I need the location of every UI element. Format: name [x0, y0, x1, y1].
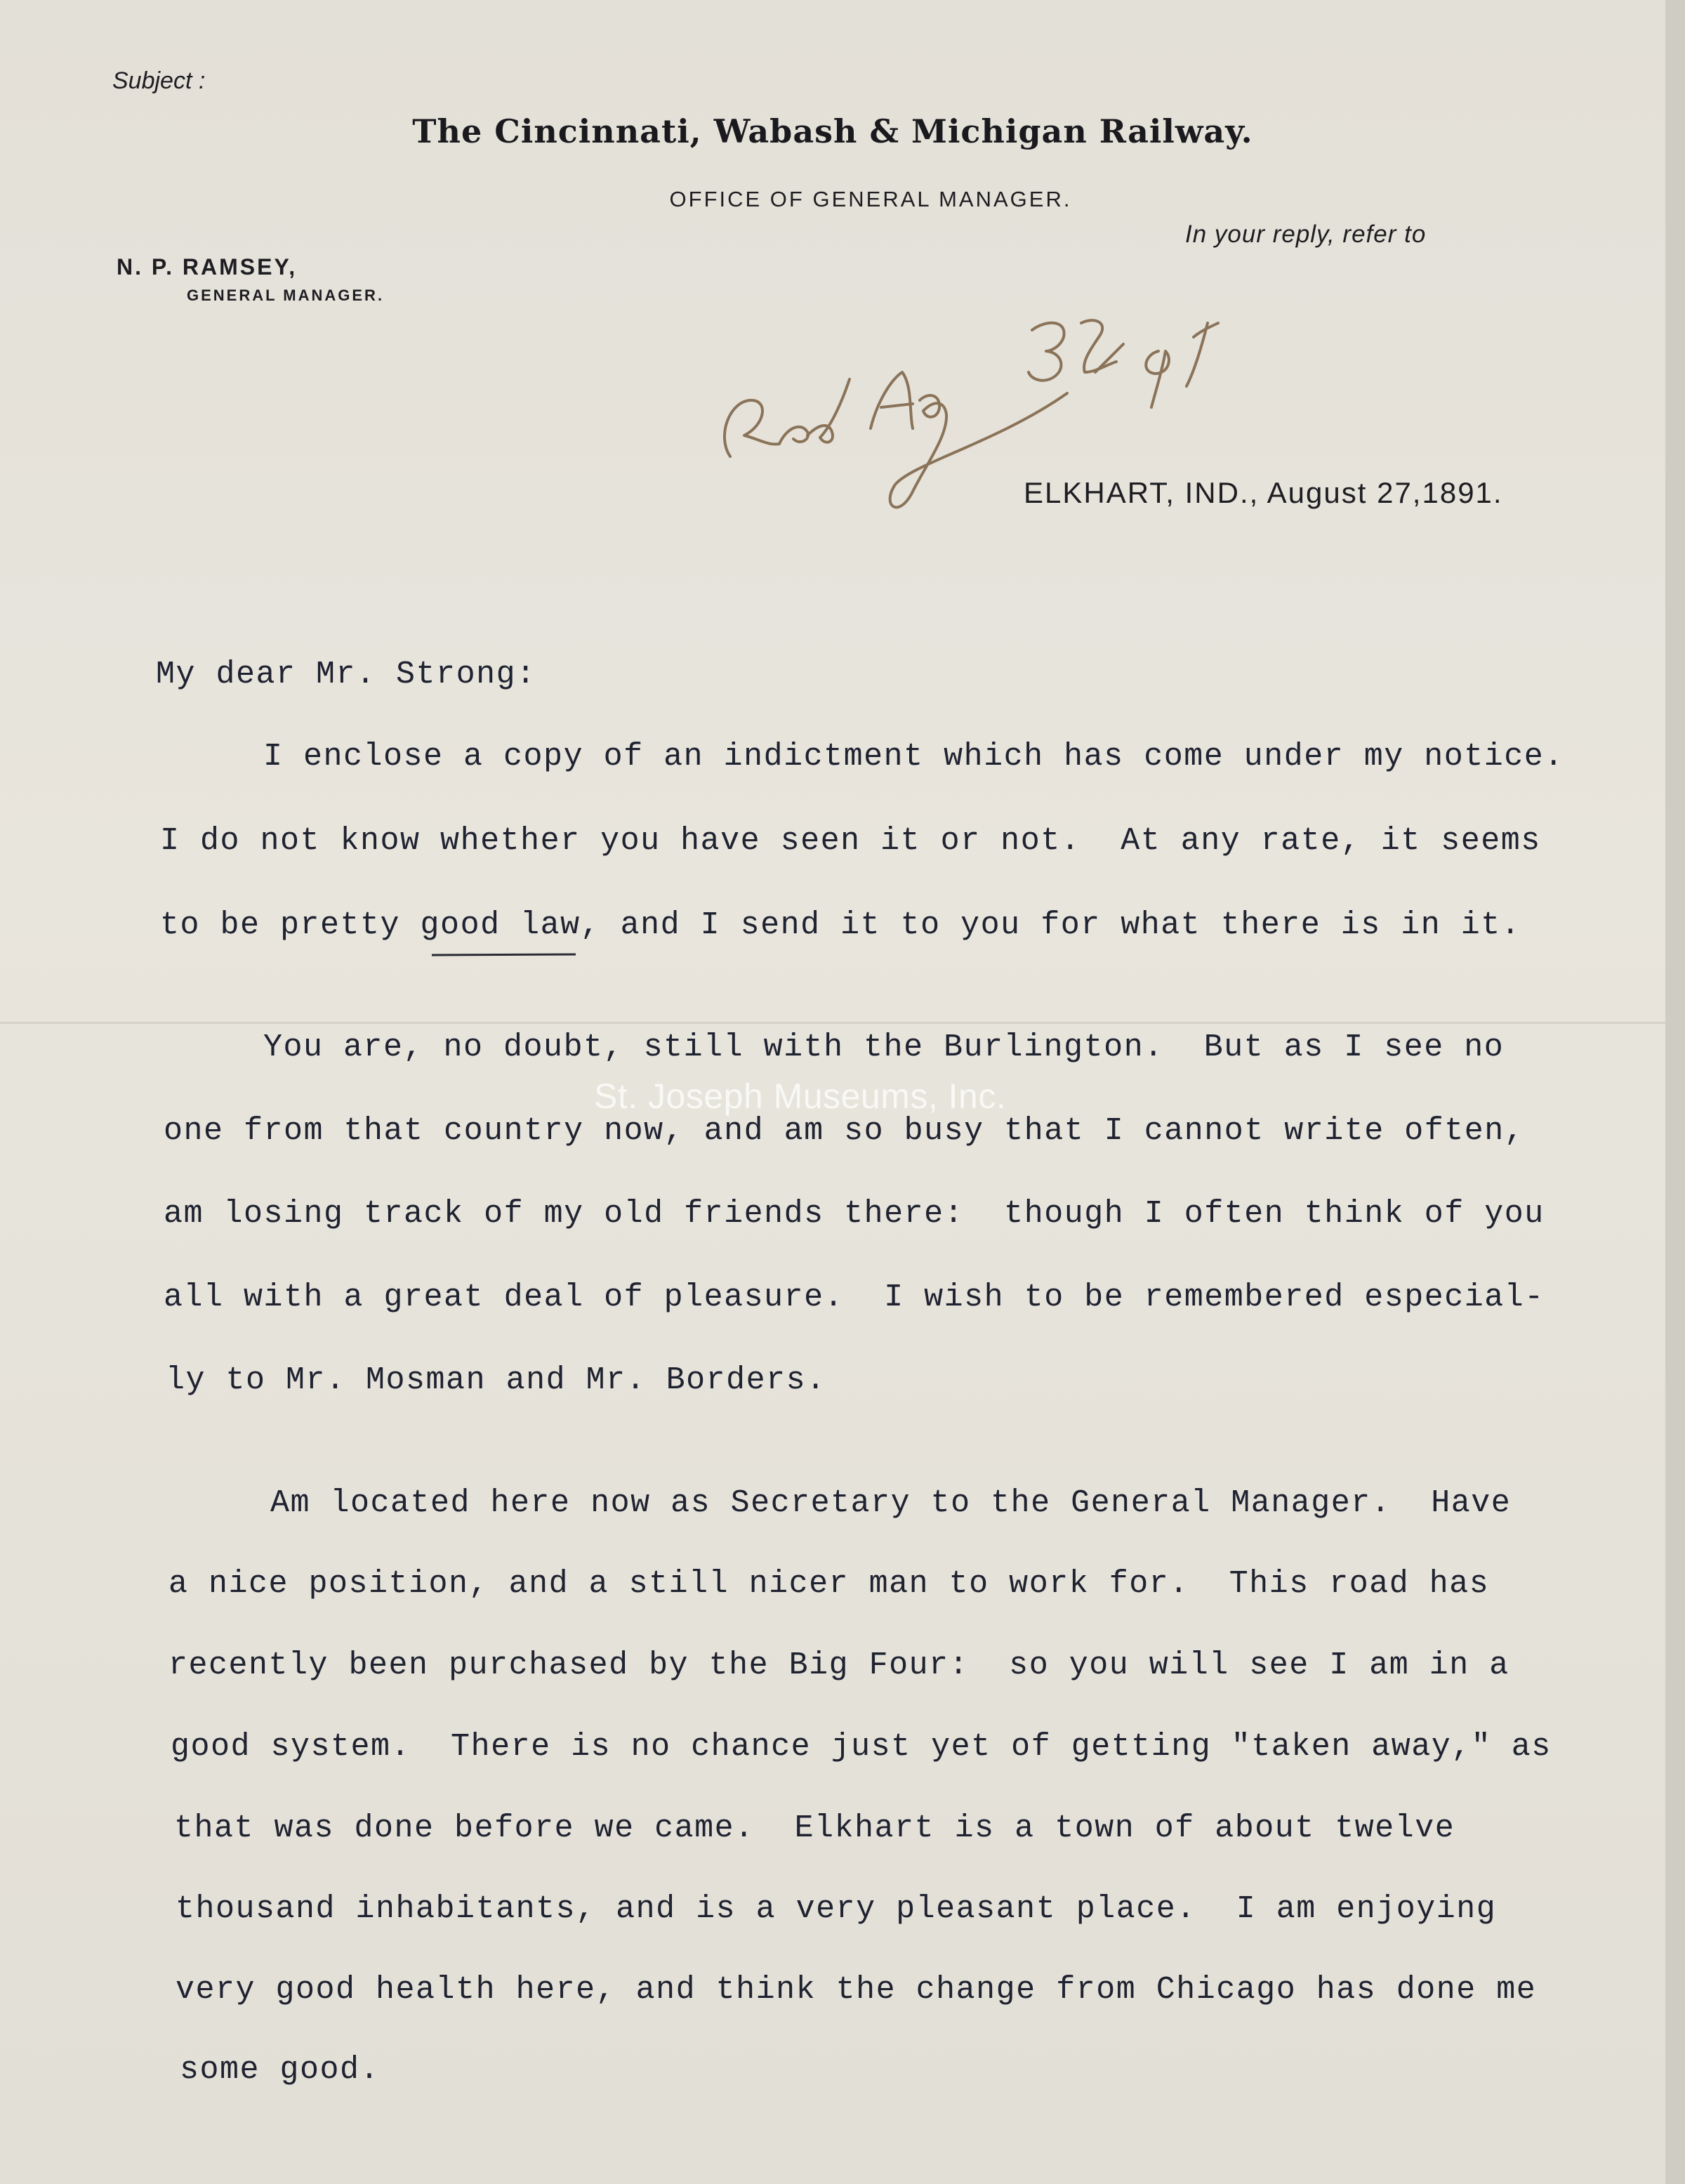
letter-line: thousand inhabitants, and is a very pleasant place. I am enjoying — [176, 1891, 1497, 1927]
reply-note: In your reply, refer to — [1185, 221, 1427, 248]
letter-line: that was done before we came. Elkhart is a town of about twelve — [174, 1810, 1455, 1846]
letter-line: one from that country now, and am so busy that I cannot write often, — [164, 1113, 1525, 1149]
letter-line: all with a great deal of pleasure. I wish to be remembered especial- — [164, 1280, 1545, 1315]
letter-line: I do not know whether you have seen it or not. At any rate, it seems — [160, 823, 1541, 859]
manager-name: N. P. RAMSEY, — [117, 254, 298, 279]
letter-line: I enclose a copy of an indictment which has come under my notice. — [263, 739, 1564, 775]
letter-line: good system. There is no chance just yet of getting "taken away," as — [171, 1729, 1552, 1765]
letter-line: some good. — [180, 2052, 381, 2088]
office-heading: OFFICE OF GENERAL MANAGER. — [669, 187, 1072, 211]
museum-watermark: St. Joseph Museums, Inc. — [594, 1077, 1007, 1116]
letter-line: ly to Mr. Mosman and Mr. Borders. — [166, 1362, 826, 1398]
letter-line: Am located here now as Secretary to the General Manager. Have — [270, 1485, 1512, 1521]
letter-line: recently been purchased by the Big Four: so you will see I am in a — [168, 1647, 1509, 1683]
paper-fold — [0, 1022, 1665, 1024]
letter-line: am losing track of my old friends there: though I often think of you — [164, 1196, 1545, 1232]
manager-title: GENERAL MANAGER. — [187, 287, 385, 304]
subject-label: Subject : — [112, 67, 206, 94]
background-edge — [1665, 0, 1685, 2184]
letter-line: You are, no doubt, still with the Burlington. But as I see no — [263, 1029, 1505, 1065]
letter-line: to be pretty good law, and I send it to you for what there is in it. — [160, 907, 1521, 943]
letter-line: very good health here, and think the change from Chicago has done me — [176, 1972, 1537, 2008]
company-name: The Cincinnati, Wabash & Michigan Railway. — [412, 112, 1253, 150]
letter-line: a nice position, and a still nicer man to work for. This road has — [168, 1566, 1490, 1602]
underline-good-law — [432, 953, 576, 956]
dateline: ELKHART, IND., August 27,1891. — [1024, 476, 1503, 509]
salutation: My dear Mr. Strong: — [156, 657, 536, 692]
